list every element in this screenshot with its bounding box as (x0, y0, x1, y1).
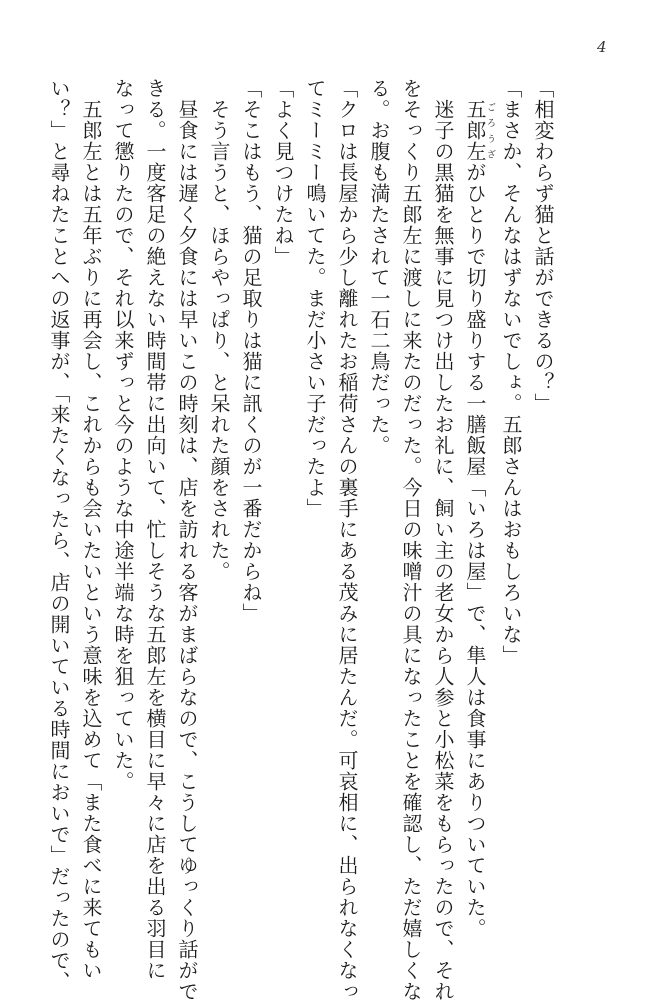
text-line-7: 「クロは長屋から少し離れたお稲荷さんの裏手にある茂みに居たんだ。可哀相に、出られなくなっ (335, 78, 359, 1002)
vertical-text-body (47, 78, 559, 1002)
text-line-8: てミーミー鳴いてた。まだ小さい子だったよ」 (303, 78, 327, 519)
text-line-5: をそっくり五郎左に渡しに来たのだった。今日の味噌汁の具になったことを確認し、ただ嬉しくな (399, 78, 423, 1002)
text-line-3-rest: がひとりで切り盛りする一膳飯屋「いろは屋」で、隼人は食事にありついていた。 (463, 162, 487, 939)
text-line-16: い？」と尋ねたことへの返事が、「来たくなったら、店の開いている時間においで」だったので、 (47, 78, 71, 992)
page-number: 4 (597, 38, 607, 56)
ruby-name (463, 99, 495, 162)
text-line-3 (459, 78, 495, 939)
ruby-base: 五郎左 (463, 99, 487, 162)
text-line-1: 「相変わらず猫と話ができるの？」 (531, 78, 555, 414)
text-line-10: 「そこはもう、猫の足取りは猫に訊くのが一番だからね」 (239, 78, 263, 624)
ruby-reading: ごろうざ (485, 99, 495, 162)
text-line-15: 五郎左とは五年ぶりに再会し、これからも会いたいという意味を込めて「また食べに来てもい (79, 78, 103, 981)
text-line-9: 「よく見つけたね」 (271, 78, 295, 267)
text-line-2: 「まさか、そんなはずないでしょ。五郎さんはおもしろいな」 (499, 78, 523, 666)
text-line-13: きる。一度客足の絶えない時間帯に出向いて、忙しそうな五郎左を横目に早々に店を出る羽目に (143, 78, 167, 981)
text-line-11: そう言うと、ほらやっぱり、と呆れた顔をされた。 (207, 78, 231, 582)
text-line-12: 昼食には遅く夕食には早いこの時刻は、店を訪れる客がまばらなので、こうしてゆっくり話がで (175, 78, 199, 1002)
text-line-14: なって懲りたので、それ以来ずっと今のような中途半端な時を狙っていた。 (111, 78, 135, 792)
text-line-4: 迷子の黒猫を無事に見つけ出したお礼に、飼い主の老女から人参と小松菜をもらったので、それ (431, 78, 455, 1002)
text-line-6: る。お腹も満たされて一石二鳥だった。 (367, 78, 391, 456)
